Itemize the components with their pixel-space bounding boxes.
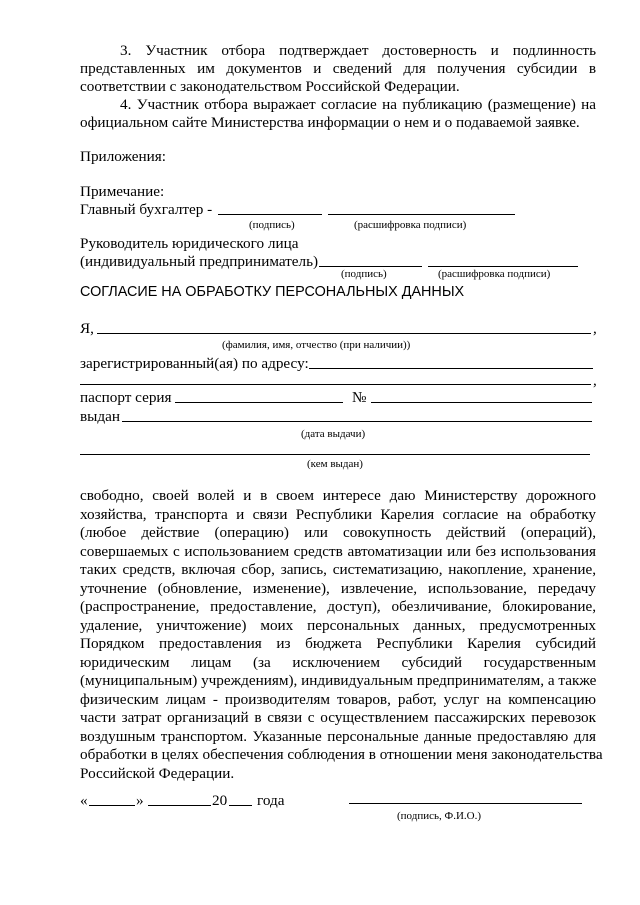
date-month-field[interactable] — [148, 805, 211, 806]
consent-body-line: таких средств, включая сбор, запись, систематизацию, накопление, хранение, — [80, 561, 596, 578]
paragraph-4-line-2: официальном сайте Министерства информации о нем и о подаваемой заявке. — [80, 114, 580, 131]
head-decoding-hint: (расшифровка подписи) — [438, 268, 551, 280]
consent-body-line: физическим лицам - производителям товаров, работ, услуг на компенсацию — [80, 690, 596, 708]
issued-label: выдан — [80, 408, 120, 425]
consent-body-line: обработки в целях обеспечения соблюдения в отношении меня законодательства — [80, 746, 603, 763]
head-decoding-field[interactable] — [428, 266, 578, 267]
accountant-label: Главный бухгалтер - — [80, 201, 213, 218]
consent-body-line: части затрат организаций в связи с осуществлением пассажирских перевозок — [80, 709, 596, 726]
address-field-line-1[interactable] — [309, 368, 593, 369]
consent-body-line: юридическим лицам (за исключением субсидий государственным — [80, 653, 596, 671]
head-signature-hint: (подпись) — [341, 268, 387, 280]
consent-title: СОГЛАСИЕ НА ОБРАБОТКУ ПЕРСОНАЛЬНЫХ ДАННЫХ — [80, 284, 465, 300]
consent-body-line: (муниципальным) учреждениям), индивидуальным предпринимателям, а также — [80, 672, 597, 689]
paragraph-3-line-3: соответствии с законодательством Российской Федерации. — [80, 78, 460, 95]
accountant-signature-hint: (подпись) — [249, 219, 295, 231]
consent-body-line: хозяйства, транспорта и связи Республики Карелия согласие на обработку — [80, 505, 596, 523]
date-year-suffix: года — [257, 792, 285, 809]
paragraph-3-line-2: представленных им документов и сведений для получения субсидии в — [80, 60, 596, 77]
accountant-signature-field[interactable] — [218, 214, 322, 215]
i-label: Я, — [80, 320, 94, 337]
address-comma: , — [593, 372, 597, 389]
note-label: Примечание: — [80, 183, 165, 200]
address-label: зарегистрированный(ая) по адресу: — [80, 355, 309, 372]
issued-field[interactable] — [122, 421, 592, 422]
appendix-label: Приложения: — [80, 148, 166, 165]
issue-date-hint: (дата выдачи) — [301, 428, 366, 440]
fio-comma: , — [593, 320, 597, 337]
passport-number-field[interactable] — [371, 402, 592, 403]
passport-number-label: № — [352, 389, 367, 406]
consent-body-line: совершаемых с использованием средств автоматизации или без использования — [80, 542, 596, 560]
consent-body-line: Порядком предоставления из бюджета Республики Карелия субсидий — [80, 635, 596, 652]
issued-by-hint: (кем выдан) — [307, 458, 363, 470]
accountant-decoding-field[interactable] — [328, 214, 515, 215]
date-open-quote: « — [80, 792, 88, 809]
date-year-field[interactable] — [229, 805, 252, 806]
paragraph-4-line-1: 4. Участник отбора выражает согласие на публикацию (размещение) на — [120, 96, 596, 113]
date-year-prefix: 20 — [212, 792, 228, 809]
date-close-quote: » — [136, 792, 144, 809]
head-label-line-2: (индивидуальный предприниматель) — [80, 253, 319, 270]
consent-body-line: воздушным транспортом. Указанные персональные данные предоставляю для — [80, 727, 596, 745]
passport-series-label: паспорт серия — [80, 389, 172, 406]
consent-signature-field[interactable] — [349, 803, 582, 804]
consent-body-line: удаление, уничтожение) моих персональных данных, предусмотренных — [80, 616, 596, 634]
consent-body-line: уточнение (обновление, изменение), извлечение, использование, передачу — [80, 579, 596, 597]
head-label-line-1: Руководитель юридического лица — [80, 235, 299, 252]
consent-body-line: (распространение, предоставление, доступ), обезличивание, блокирование, — [80, 598, 596, 615]
consent-body-line: (любое действие (операцию) или совокупность действий (операций), — [80, 524, 596, 541]
passport-series-field[interactable] — [175, 402, 343, 403]
issued-by-field[interactable] — [80, 454, 590, 455]
date-day-field[interactable] — [89, 805, 135, 806]
fio-field[interactable] — [97, 333, 591, 334]
head-signature-field[interactable] — [319, 266, 422, 267]
paragraph-3-line-1: 3. Участник отбора подтверждает достоверность и подлинность — [120, 42, 596, 59]
consent-signature-hint: (подпись, Ф.И.О.) — [397, 810, 481, 822]
consent-body-line: Российской Федерации. — [80, 764, 235, 782]
consent-body-line: свободно, своей волей и в своем интересе даю Министерству дорожного — [80, 487, 596, 504]
fio-hint: (фамилия, имя, отчество (при наличии)) — [222, 339, 411, 351]
accountant-decoding-hint: (расшифровка подписи) — [354, 219, 467, 231]
address-field-line-2[interactable] — [80, 384, 591, 385]
